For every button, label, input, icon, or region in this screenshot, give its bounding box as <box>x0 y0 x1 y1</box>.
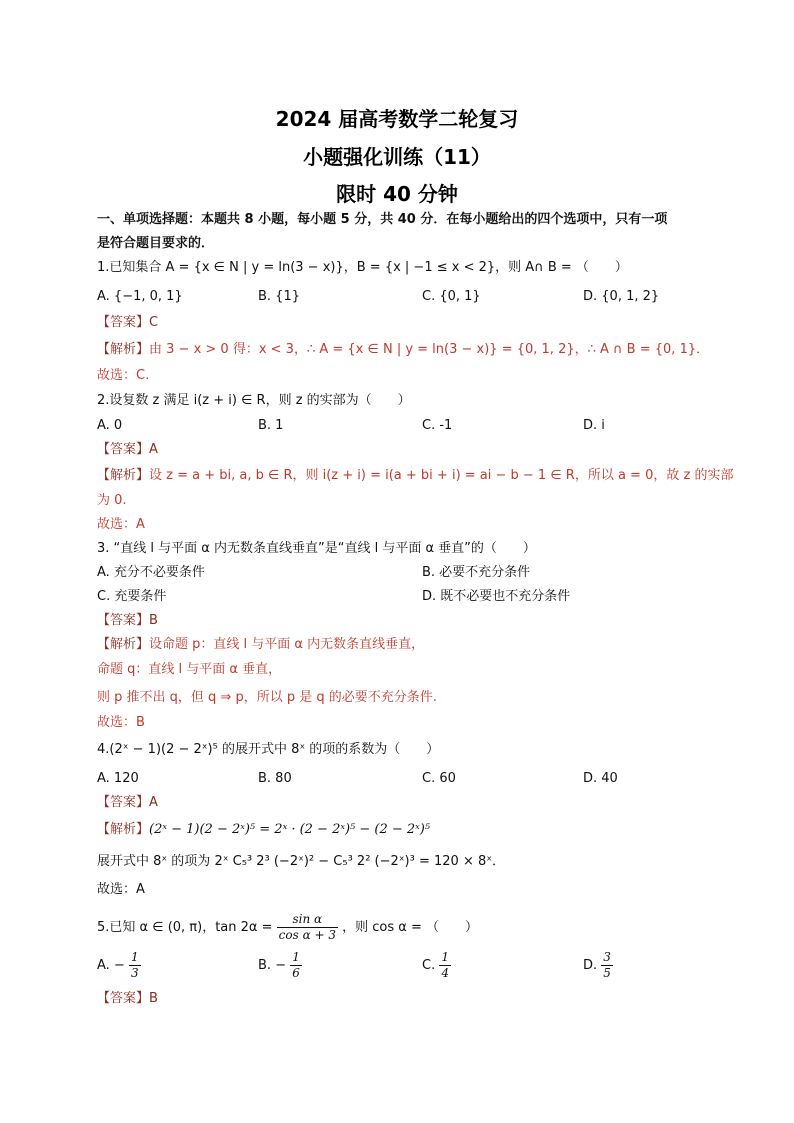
q1-analysis-text: 由 3 − x > 0 得：x < 3，∴ A = {x ∈ N | y = ln(3 − x)} = {0, 1, 2}，∴ A ∩ B = {0, 1}． <box>149 342 710 357</box>
q3-answer-value: B <box>149 613 158 628</box>
doc-title-line3: 限时 40 分钟 <box>336 182 458 206</box>
q5-stem-fraction <box>277 912 338 943</box>
q1-option-d: D. {0, 1, 2} <box>583 289 660 304</box>
q2-option-b: B. 1 <box>258 418 284 433</box>
analysis-tag: 【解析】 <box>97 637 150 652</box>
q5-answer-value: B <box>149 991 158 1006</box>
q3-analysis-text-line2: 命题 q：直线 l 与平面 α 垂直， <box>97 662 282 677</box>
q5-option-c-num: 1 <box>441 950 449 964</box>
q4-analysis-text-line2: 展开式中 8ˣ 的项为 2ˣ C₅³ 2³ (−2ˣ)² − C₅³ 2² (−2ˣ)³ = 120 × 8ˣ． <box>97 854 506 869</box>
q5-option-a <box>97 950 141 981</box>
q5-option-a-fraction <box>129 950 141 981</box>
q1-option-c: C. {0, 1} <box>422 289 481 304</box>
q3-option-d: D. 既不必要也不充分条件 <box>422 589 571 604</box>
q4-option-d: D. 40 <box>583 771 618 786</box>
q4-analysis-text-line1: (2ˣ − 1)(2 − 2ˣ)⁵ = 2ˣ · (2 − 2ˣ)⁵ − (2 − 2ˣ)⁵ <box>149 822 431 837</box>
q4-option-c: C. 60 <box>422 771 456 786</box>
q5-option-b <box>258 950 302 981</box>
q4-option-b: B. 80 <box>258 771 292 786</box>
q5-stem-prefix: 5.已知 α ∈ (0, π)，tan 2α = <box>97 920 273 935</box>
q3-analysis <box>97 636 424 654</box>
q1-conclusion: 故选：C. <box>97 368 150 383</box>
q2-conclusion: 故选：A <box>97 517 145 532</box>
q5-option-a-num: 1 <box>130 950 139 964</box>
section-heading-line2: 是符合题目要求的． <box>97 236 215 251</box>
q5-option-c <box>422 950 451 981</box>
q2-answer <box>97 441 158 459</box>
q2-stem: 2.设复数 z 满足 i(z + i) ∈ R，则 z 的实部为（ ） <box>97 393 411 408</box>
q1-option-b: B. {1} <box>258 289 300 304</box>
q5-option-b-label: B. <box>258 958 272 973</box>
q5-option-a-den: 3 <box>130 966 139 980</box>
q5-stem-suffix: ，则 cos α = （ ） <box>342 920 479 935</box>
q1-stem: 1.已知集合 A = {x ∈ N | y = ln(3 − x)}，B = {x | −1 ≤ x < 2}，则 A∩ B = （ ） <box>97 260 628 275</box>
q3-answer <box>97 612 158 630</box>
answer-tag: 【答案】 <box>97 442 150 457</box>
q5-stem <box>97 912 478 943</box>
q4-answer-value: A <box>149 795 158 810</box>
q5-stem-numerator: sin α <box>277 912 338 928</box>
answer-tag: 【答案】 <box>97 613 150 628</box>
q3-conclusion: 故选：B <box>97 715 145 730</box>
q5-option-d-label: D. <box>583 958 598 973</box>
q5-option-d-den: 5 <box>603 966 611 980</box>
q3-option-b: B. 必要不充分条件 <box>422 565 531 580</box>
q4-conclusion: 故选：A <box>97 882 145 897</box>
q2-answer-value: A <box>149 442 158 457</box>
q2-analysis-text-line1: 设 z = a + bi, a, b ∈ R，则 i(z + i) = i(a + bi + i) = ai − b − 1 ∈ R，所以 a = 0，故 z 的实部 <box>149 468 734 483</box>
q2-option-c: C. -1 <box>422 418 453 433</box>
q5-option-c-label: C. <box>422 958 436 973</box>
q5-option-c-fraction <box>439 950 451 981</box>
q2-analysis <box>97 467 733 485</box>
q5-option-b-den: 6 <box>292 966 300 980</box>
q5-option-b-fraction <box>290 950 302 981</box>
q5-option-d <box>583 950 613 981</box>
analysis-tag: 【解析】 <box>97 342 150 357</box>
q5-option-d-num: 3 <box>603 950 611 964</box>
analysis-tag: 【解析】 <box>97 822 150 837</box>
doc-title-line1: 2024 届高考数学二轮复习 <box>275 107 519 131</box>
q5-option-a-label: A. <box>97 958 110 973</box>
q2-option-a: A. 0 <box>97 418 123 433</box>
answer-tag: 【答案】 <box>97 315 150 330</box>
q3-analysis-text-line3: 则 p 推不出 q，但 q ⇒ p，所以 p 是 q 的必要不充分条件. <box>97 690 437 705</box>
q5-option-c-den: 4 <box>441 966 449 980</box>
q4-answer <box>97 794 158 812</box>
q1-answer-value: C <box>149 315 159 330</box>
q1-answer <box>97 314 158 332</box>
q4-option-a: A. 120 <box>97 771 139 786</box>
q5-stem-denominator: cos α + 3 <box>278 928 336 942</box>
q3-analysis-text-line1: 设命题 p：直线 l 与平面 α 内无数条直线垂直， <box>149 637 425 652</box>
analysis-tag: 【解析】 <box>97 468 150 483</box>
answer-tag: 【答案】 <box>97 795 150 810</box>
section-heading-line1: 一、单项选择题：本题共 8 小题，每小题 5 分，共 40 分．在每小题给出的四个选项中，只有一项 <box>97 212 668 227</box>
q4-analysis <box>97 821 430 839</box>
q3-option-a: A. 充分不必要条件 <box>97 565 205 580</box>
doc-title-line2: 小题强化训练（11） <box>303 145 491 169</box>
q4-stem: 4.(2ˣ − 1)(2 − 2ˣ)⁵ 的展开式中 8ˣ 的项的系数为（ ） <box>97 742 440 757</box>
q5-option-b-sign: − <box>275 958 287 973</box>
q3-stem: 3. “直线 l 与平面 α 内无数条直线垂直”是“直线 l 与平面 α 垂直”的（ ） <box>97 541 536 556</box>
q3-option-c: C. 充要条件 <box>97 589 167 604</box>
q5-option-a-sign: − <box>113 958 125 973</box>
q5-answer <box>97 990 158 1008</box>
q2-analysis-text-line2: 为 0. <box>97 493 127 508</box>
q5-option-d-fraction <box>601 950 613 981</box>
q5-option-b-num: 1 <box>292 950 300 964</box>
q1-option-a: A. {−1, 0, 1} <box>97 289 183 304</box>
answer-tag: 【答案】 <box>97 991 150 1006</box>
q2-option-d: D. i <box>583 418 605 433</box>
q1-analysis <box>97 341 709 359</box>
